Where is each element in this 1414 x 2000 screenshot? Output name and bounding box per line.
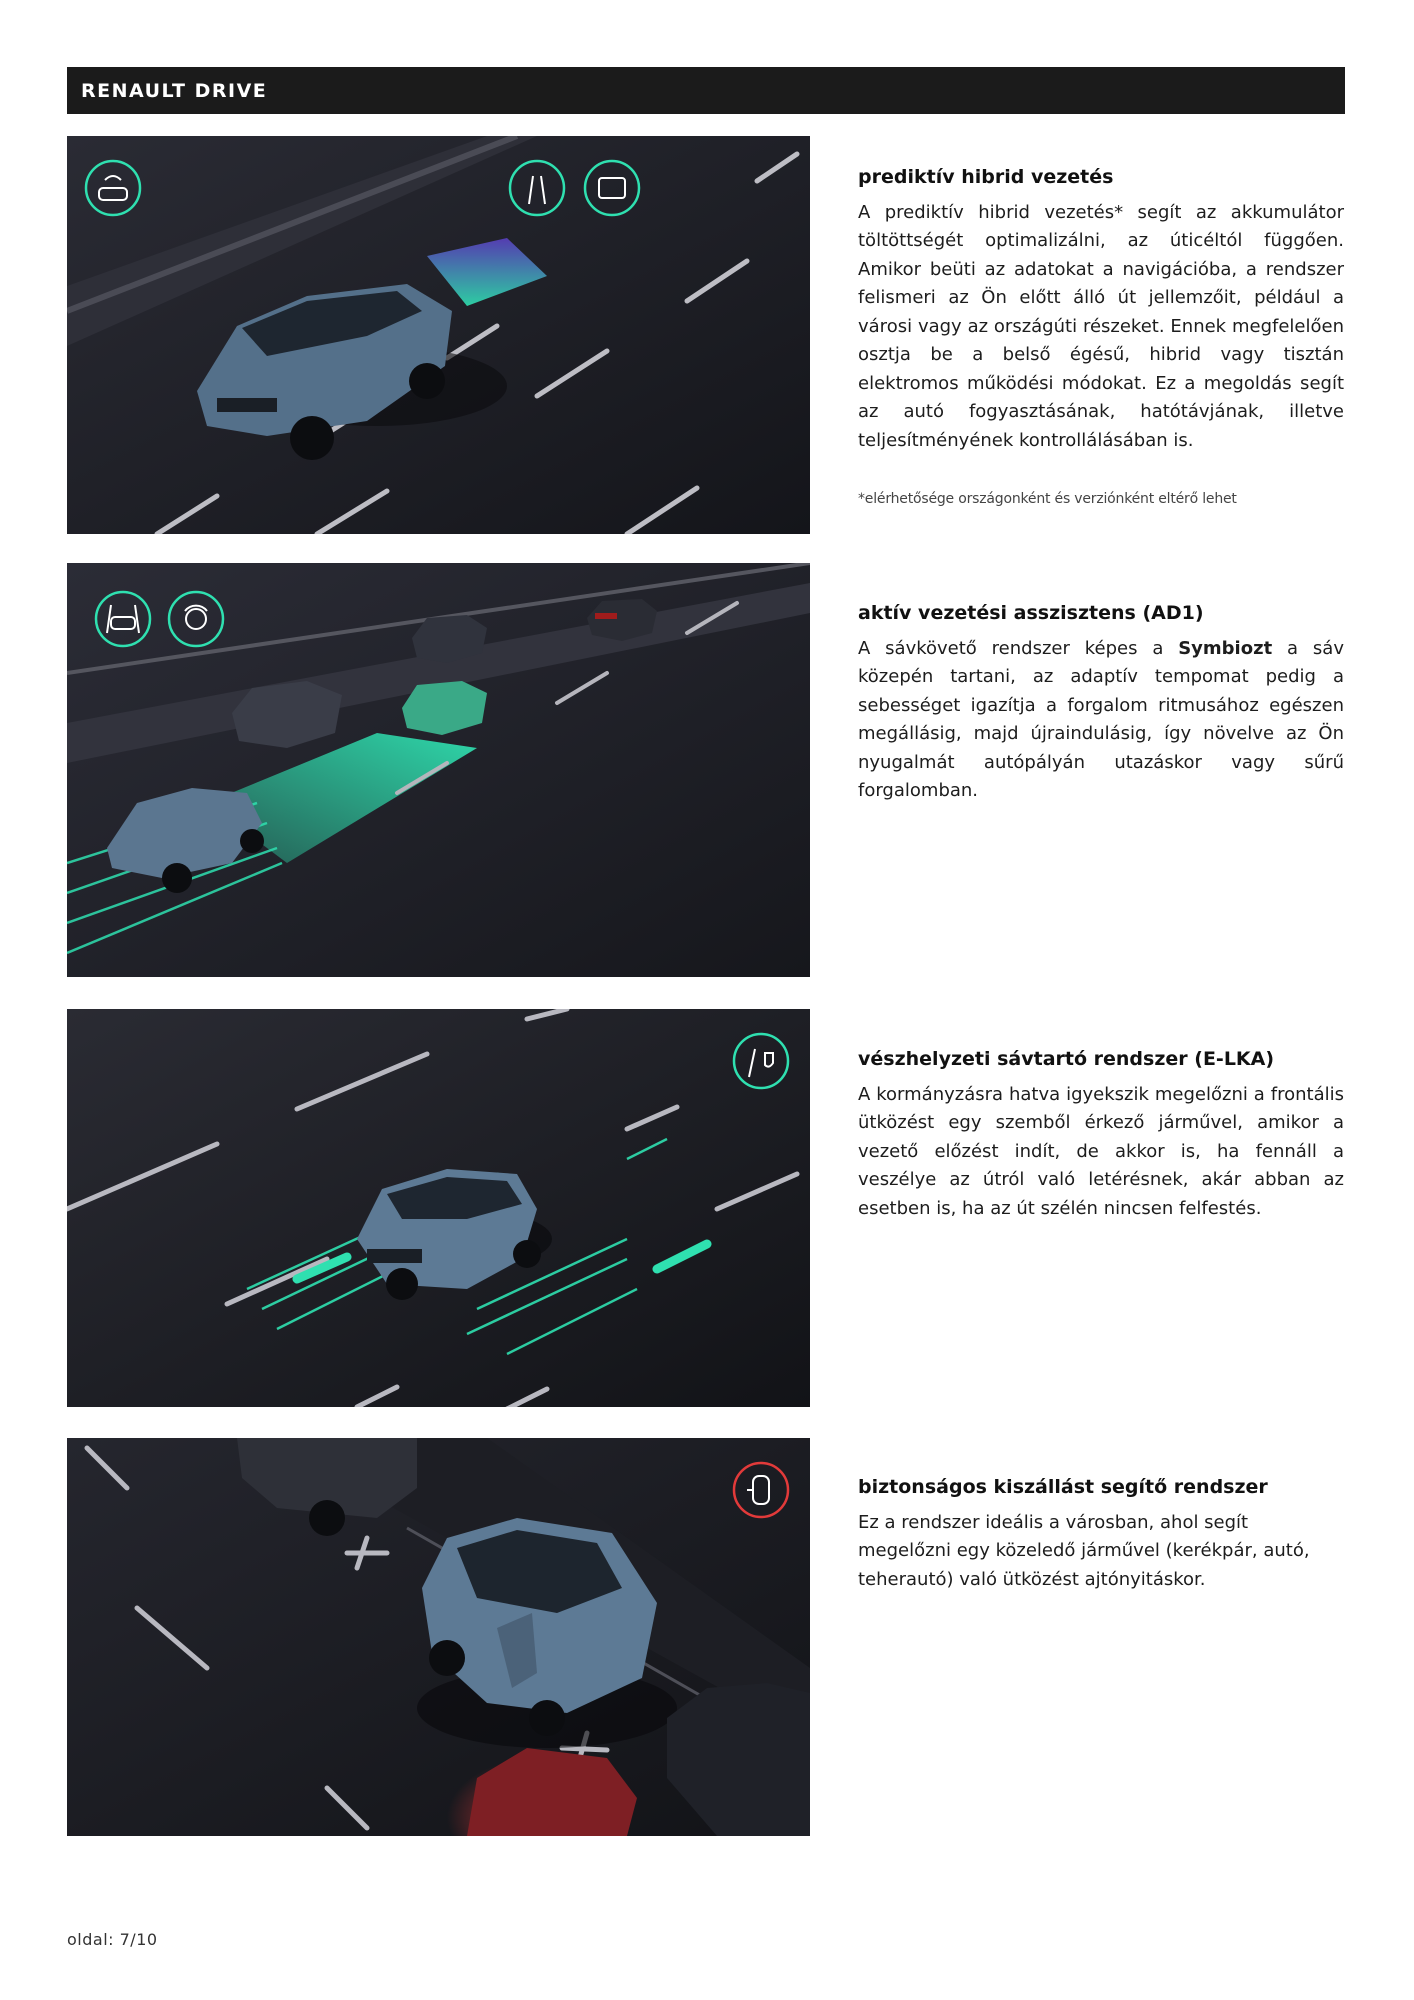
text-predictive-hybrid [858, 166, 1344, 507]
text-emergency-lane-keeping [858, 1048, 1344, 1223]
image-emergency-lane-keeping [67, 1009, 810, 1407]
text-safe-exit [858, 1476, 1344, 1594]
feature-body: A prediktív hibrid vezetés* segít az akkumulátor töltöttségét optimalizálni, az úticéltól függően. Amikor beüti az adatokat a navigációba, a rendszer felismeri az Ön előtt álló út jellemzőit, például a városi vagy az országúti részeket. Ennek megfelelően osztja be a belső égésű, hibrid vagy tisztán elektromos működési módokat. Ez a megoldás segít az autó fogyasztásának, hatótávjának, illetve teljesítményének kontrollálásában is. [858, 201, 1344, 451]
feature-title: biztonságos kiszállást segítő rendszer [858, 1476, 1268, 1498]
product-name: Symbiozt [1178, 637, 1273, 659]
feature-title: aktív vezetési asszisztens (AD1) [858, 602, 1204, 624]
feature-body: A sávkövető rendszer képes a Symbiozt a sáv közepén tartani, az adaptív tempomat pedig a sebességet igazítja a forgalom ritmusához egészen megállásig, majd újraindulásig, így növelve az Ön nyugalmát autópályán utazáskor vagy sűrű forgalomban. [858, 637, 1344, 802]
feature-body: Ez a rendszer ideális a városban, ahol segít megelőzni egy közeledő járművel (kerékpár, autó, teherautó) való ütközést ajtónyitáskor. [858, 1511, 1310, 1590]
feature-title: prediktív hibrid vezetés [858, 166, 1114, 188]
section-header [67, 67, 1345, 114]
page-number: oldal: 7/10 [67, 1930, 158, 1949]
image-predictive-hybrid [67, 136, 810, 534]
feature-title: vészhelyzeti sávtartó rendszer (E-LKA) [858, 1048, 1275, 1070]
image-active-driving-assistant [67, 563, 810, 977]
image-safe-exit [67, 1438, 810, 1836]
text-active-driving-assistant [858, 602, 1344, 806]
feature-body: A kormányzásra hatva igyekszik megelőzni a frontális ütközést egy szemből érkező járművel, amikor a vezető előzést indít, de akkor is, ha fennáll a veszélye az útról való letérésnek, akár abban az esetben is, ha az út szélén nincsen felfestés. [858, 1083, 1344, 1219]
footnote: *elérhetősége országonként és verziónként eltérő lehet [858, 491, 1237, 508]
header-title: RENAULT DRIVE [81, 79, 268, 102]
